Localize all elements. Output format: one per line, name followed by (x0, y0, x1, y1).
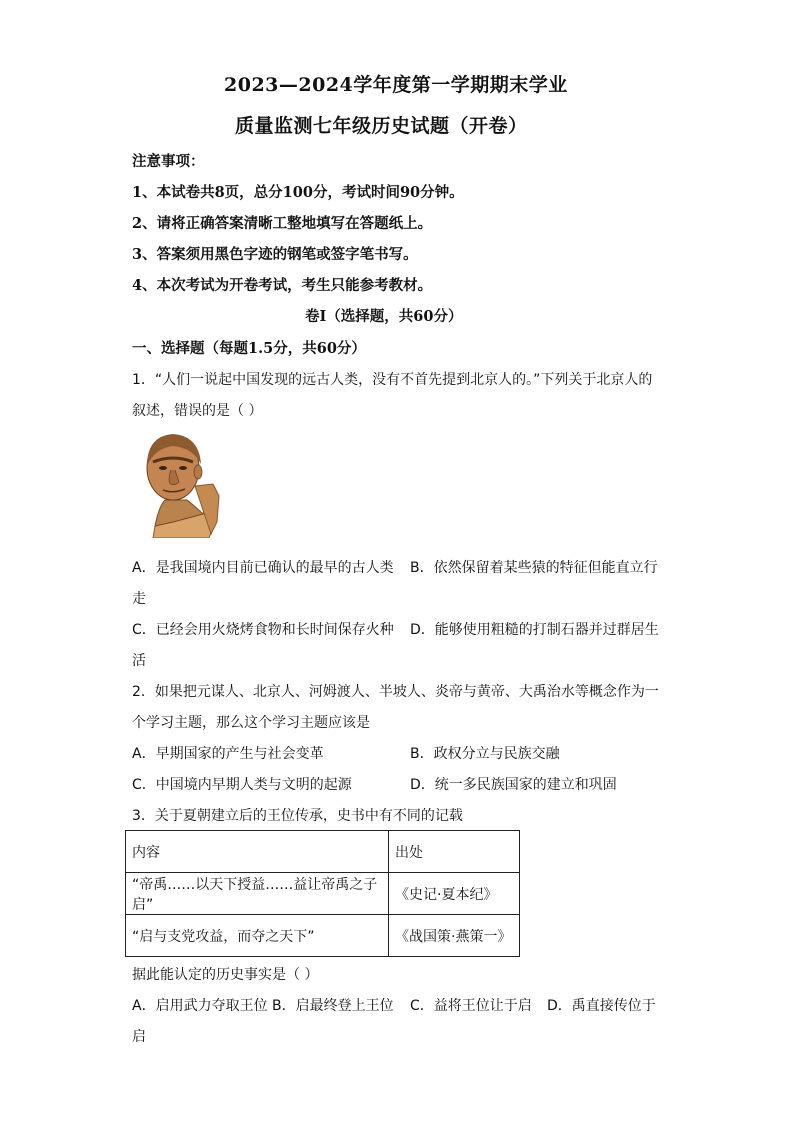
table-cell: 《史记·夏本纪》 (389, 873, 520, 915)
peking-man-bust-image (133, 426, 225, 538)
question-3-option-d: D．禹直接传位于 (547, 998, 656, 1014)
question-1-stem-cont: 叙述，错误的是（ ） (132, 403, 263, 419)
table-row (126, 915, 520, 957)
question-2-option-b: B．政权分立与民族交融 (410, 746, 560, 762)
question-3-prompt: 据此能认定的历史事实是（ ） (132, 967, 319, 983)
question-2-option-c: C．中国境内早期人类与文明的起源 (132, 777, 352, 793)
part-title: 一、选择题（每题1.5分，共60分） (132, 340, 366, 357)
table-row (126, 873, 520, 915)
question-2-stem-cont: 个学习主题，那么这个学习主题应该是 (132, 715, 370, 731)
table-header-content: 内容 (126, 831, 389, 873)
notes-item: 2、请将正确答案清晰工整地填写在答题纸上。 (132, 215, 433, 232)
question-1-option-b-cont: 走 (132, 591, 146, 607)
question-1-stem: 1．“人们一说起中国发现的远古人类，没有不首先提到北京人的。”下列关于北京人的 (132, 372, 653, 388)
question-1-option-d: D．能够使用粗糙的打制石器并过群居生 (410, 622, 659, 638)
question-1-option-b: B．依然保留着某些猿的特征但能直立行 (410, 560, 658, 576)
question-3-option-d-cont: 启 (132, 1029, 146, 1045)
question-3-option-a: A．启用武力夺取王位 (132, 998, 268, 1014)
table-cell: 《战国策·燕策一》 (389, 915, 520, 957)
question-1-option-a: A．是我国境内目前已确认的最早的古人类 (132, 560, 394, 576)
table-header-source: 出处 (389, 831, 520, 873)
table-cell: “启与支党攻益，而夺之天下” (126, 915, 389, 957)
question-3-option-c: C．益将王位让于启 (410, 998, 532, 1014)
notes-item: 1、本试卷共8页，总分100分，考试时间90分钟。 (132, 184, 464, 201)
question-1-option-c: C．已经会用火烧烤食物和长时间保存火种 (132, 622, 394, 638)
notes-item: 3、答案须用黑色字迹的钢笔或签字笔书写。 (132, 246, 418, 263)
table-cell: “帝禹……以天下授益……益让帝禹之子启” (126, 873, 389, 915)
table-header-row (126, 831, 520, 873)
volume-title: 卷Ⅰ（选择题，共60分） (305, 308, 463, 325)
exam-title-line2: 质量监测七年级历史试题（开卷） (235, 115, 528, 137)
question-2-option-a: A．早期国家的产生与社会变革 (132, 746, 324, 762)
question-2-stem: 2．如果把元谋人、北京人、河姆渡人、半坡人、炎帝与黄帝、大禹治水等概念作为一 (132, 684, 659, 700)
exam-title-line1: 2023—2024学年度第一学期期末学业 (224, 74, 568, 96)
question-2-option-d: D．统一多民族国家的建立和巩固 (410, 777, 617, 793)
question-3-stem: 3．关于夏朝建立后的王位传承，史书中有不同的记载 (132, 808, 463, 824)
notes-item: 4、本次考试为开卷考试，考生只能参考教材。 (132, 277, 433, 294)
source-table (125, 830, 520, 957)
notes-heading: 注意事项： (132, 153, 205, 170)
question-1-option-d-cont: 活 (132, 653, 146, 669)
question-3-option-b: B．启最终登上王位 (272, 998, 394, 1014)
